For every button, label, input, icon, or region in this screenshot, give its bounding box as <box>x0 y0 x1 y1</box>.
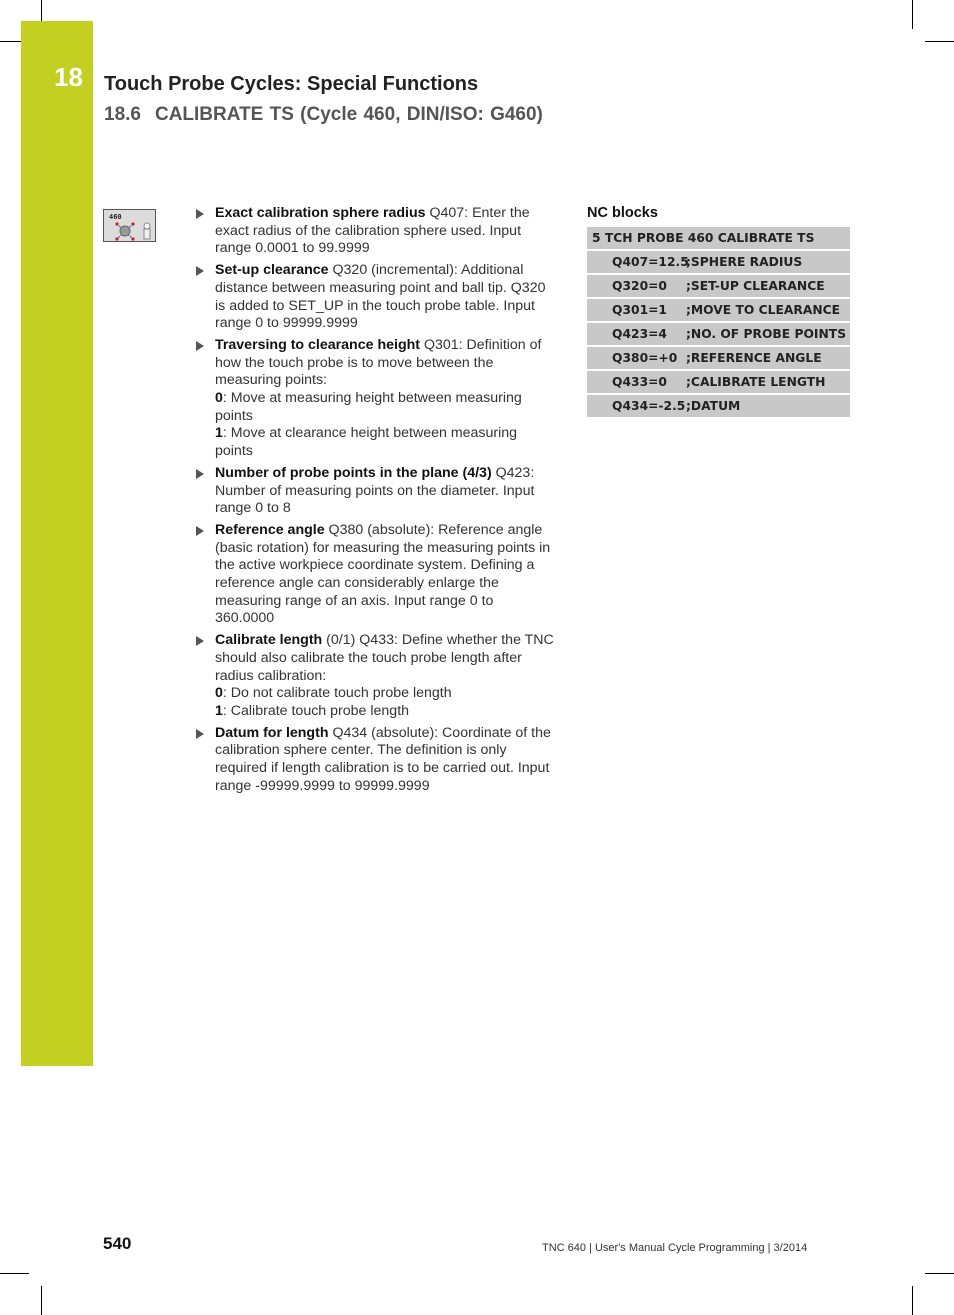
nc-row <box>587 275 850 297</box>
param-q301 <box>196 337 556 461</box>
nc-comment: ;SPHERE RADIUS <box>686 255 803 269</box>
crop-mark <box>925 41 954 42</box>
crop-mark <box>925 1273 954 1274</box>
param-name: Reference angle <box>215 521 325 538</box>
triangle-bullet-icon <box>196 469 204 479</box>
nc-row <box>587 323 850 345</box>
parameter-list <box>196 205 556 800</box>
param-desc: Q434 (absolute): Coordinate of the calibration sphere center. The definition is only required if length calibration is to be carried out. Input range -99999.9999 to 99999.9999 <box>215 724 551 794</box>
nc-comment: ;SET-UP CLEARANCE <box>686 279 825 293</box>
section-title-text: CALIBRATE TS (Cycle 460, DIN/ISO: G460) <box>154 104 543 125</box>
nc-comment: ;CALIBRATE LENGTH <box>686 375 826 389</box>
param-desc: Q301: Definition of how the touch probe is to move between the measuring points: <box>215 336 542 389</box>
chapter-tab <box>21 21 93 1066</box>
triangle-bullet-icon <box>196 526 204 536</box>
param-name: Exact calibration sphere radius <box>215 205 426 221</box>
nc-param: Q320=0 <box>612 279 667 293</box>
triangle-bullet-icon <box>196 209 204 219</box>
svg-text:460: 460 <box>109 213 122 221</box>
nc-comment: ;NO. OF PROBE POINTS <box>686 327 847 341</box>
param-desc: Q320 (incremental): Additional distance between measuring point and ball tip. Q320 is added to SET_UP in the touch probe table. Input range 0 to 99999.9999 <box>215 262 546 332</box>
nc-row <box>587 395 850 417</box>
crop-mark <box>41 0 42 22</box>
crop-mark <box>912 0 913 29</box>
param-q407 <box>196 205 556 258</box>
nc-comment: ;MOVE TO CLEARANCE <box>686 303 841 317</box>
param-desc: Q423: Number of measuring points on the diameter. Input range 0 to 8 <box>215 464 535 517</box>
option-key: 0 <box>215 390 223 407</box>
param-q320 <box>196 262 556 333</box>
nc-comment: ;DATUM <box>686 399 741 413</box>
section-title <box>104 104 543 126</box>
param-name: Set-up clearance <box>215 262 329 279</box>
option-text: : Calibrate touch probe length <box>222 702 410 719</box>
crop-mark <box>0 41 22 42</box>
nc-param: Q380=+0 <box>612 351 678 365</box>
param-q434 <box>196 725 556 796</box>
triangle-bullet-icon <box>196 729 204 739</box>
crop-mark <box>41 1286 42 1315</box>
param-desc: Q380 (absolute): Reference angle (basic rotation) for measuring the measuring points in the active workpiece coordinate system. Defining a reference angle can considerably enlarge the measuring range of an axis. Input range 0 to 360.0000 <box>215 521 551 627</box>
option-key: 0 <box>215 685 223 702</box>
param-name: Traversing to clearance height <box>215 336 421 353</box>
nc-row <box>587 299 850 321</box>
param-q423 <box>196 465 556 518</box>
chapter-number: 18 <box>54 62 83 92</box>
option-text: : Move at clearance height between measuring points <box>215 425 518 460</box>
nc-param: Q423=4 <box>612 327 667 341</box>
footer-text: TNC 640 | User's Manual Cycle Programming | 3/2014 <box>542 1242 808 1254</box>
option-key: 1 <box>215 702 223 719</box>
nc-param: Q407=12.5 <box>612 255 689 269</box>
nc-row <box>587 347 850 369</box>
crop-mark <box>0 1273 29 1274</box>
triangle-bullet-icon <box>196 266 204 276</box>
param-desc: Q407: Enter the exact radius of the calibration sphere used. Input range 0.0001 to 99.9999 <box>215 205 530 257</box>
nc-header-row: 5 TCH PROBE 460 CALIBRATE TS <box>587 227 850 249</box>
nc-param: Q433=0 <box>612 375 667 389</box>
param-name: Calibrate length <box>215 632 323 649</box>
nc-row <box>587 371 850 393</box>
param-name: Datum for length <box>215 724 329 741</box>
param-q433 <box>196 632 556 721</box>
page-number: 540 <box>103 1234 132 1253</box>
option-text: : Move at measuring height between measuring points <box>215 390 522 424</box>
nc-blocks-title: NC blocks <box>587 205 658 221</box>
chapter-title: Touch Probe Cycles: Special Functions <box>104 73 479 95</box>
nc-comment: ;REFERENCE ANGLE <box>686 351 822 365</box>
nc-param: Q301=1 <box>612 303 667 317</box>
option-text: : Do not calibrate touch probe length <box>222 685 452 702</box>
triangle-bullet-icon <box>196 341 204 351</box>
option-key: 1 <box>215 425 223 442</box>
param-name: Number of probe points in the plane (4/3) <box>215 464 492 481</box>
nc-param: Q434=-2.5 <box>612 399 686 413</box>
param-desc: (0/1) Q433: Define whether the TNC should also calibrate the touch probe length after radius calibration: <box>215 632 554 684</box>
triangle-bullet-icon <box>196 636 204 646</box>
section-number: 18.6 <box>104 104 141 125</box>
calibrate-sphere-icon <box>103 209 156 242</box>
nc-blocks <box>587 205 850 419</box>
param-q380 <box>196 522 556 628</box>
crop-mark <box>912 1286 913 1315</box>
nc-row <box>587 251 850 273</box>
